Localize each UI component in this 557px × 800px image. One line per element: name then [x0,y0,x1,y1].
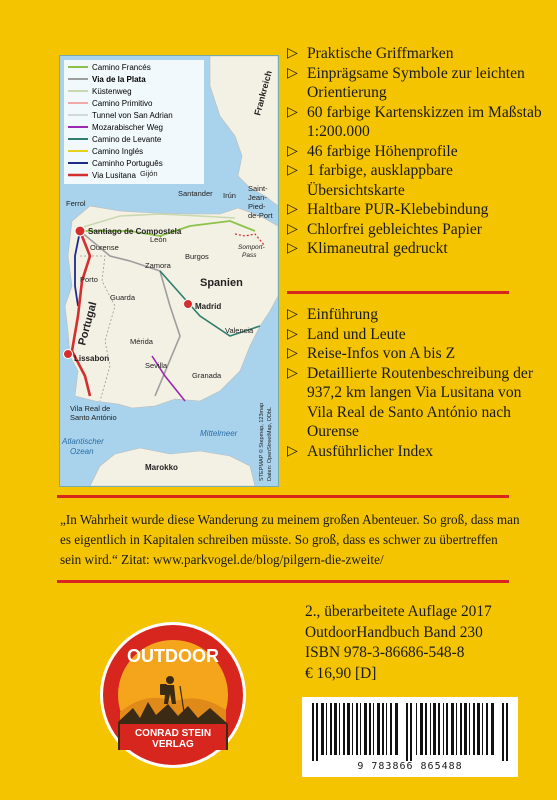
badge-publisher-2: VERLAG [152,739,194,750]
triangle-bullet-icon: ▷ [287,241,298,256]
badge-publisher-1: CONRAD STEIN [134,728,212,739]
feature-item [287,64,549,103]
label-saint-jean-4: de-Port [248,211,273,220]
legend-label: Mozarabischer Weg [92,123,163,132]
feature-text: Haltbare PUR-Klebebindung [307,201,489,218]
route-map-svg [60,56,278,486]
quote-link: www.parkvogel.de/blog/pilgern-die-zweite/ [153,552,384,567]
label-vila-real-1: Vila Real de [70,404,111,413]
separator-quote-top [57,495,509,498]
separator-quote-bottom [57,580,509,583]
triangle-bullet-icon: ▷ [287,221,298,237]
label-spanien: Spanien [200,277,243,289]
contents-text: Reise-Infos von A bis Z [307,345,456,362]
triangle-bullet-icon: ▷ [287,143,298,159]
feature-text: Chlorfrei gebleichtes Papier [307,220,482,238]
barcode-digits: 9 783866 865488 [357,761,463,772]
contents-item [287,364,549,442]
legend-label: Caminho Português [92,159,163,168]
marker-santiago [75,226,85,236]
legend-label: Küstenweg [92,87,132,96]
edition-line: 2., überarbeitete Auflage 2017 [305,603,492,620]
label-sevilla: Sevilla [145,361,168,370]
triangle-bullet-icon: ▷ [287,46,298,61]
label-mittelmeer: Mittelmeer [200,429,238,438]
label-portugal: Portugal [76,300,100,347]
features-list-b [287,305,549,461]
label-ferrol: Ferrol [66,199,86,208]
label-somport-1: Somport- [238,244,265,251]
label-valencia: Valencia [225,326,254,335]
feature-text: 46 farbige Höhenprofile [307,142,458,160]
contents-text: Detaillierte Routenbeschreibung der 937,2 km langen Via Lusitana von Vila Real de Santo António nach Ourense [307,364,534,440]
isbn-line: ISBN 978-3-86686-548-8 [305,644,465,661]
legend-label: Camino de Levante [92,135,162,144]
route-map [59,55,279,487]
label-ourense: Ourense [90,243,119,252]
legend-label: Camino Inglés [92,147,144,156]
label-granada: Granada [192,371,222,380]
separator-features [287,291,509,294]
marker-madrid [184,300,193,309]
triangle-bullet-icon: ▷ [287,307,298,322]
map-credit-2: Daten: OpenStreetMap, ODbL [267,407,273,481]
price-line: € 16,90 [D] [305,664,377,682]
contents-item [287,344,549,364]
label-saint-jean-1: Saint- [248,184,268,193]
map-credit-1: STEPMAP © Stepmap, 123map [259,402,265,481]
triangle-bullet-icon: ▷ [287,443,298,459]
label-guarda: Guarda [110,293,136,302]
label-atlantik-2: Ozean [70,447,94,456]
feature-item [287,220,549,240]
triangle-bullet-icon: ▷ [287,65,298,81]
label-merida: Mérida [130,337,153,346]
feature-item [287,44,549,64]
label-frankreich: Frankreich [252,69,274,117]
series-line: OutdoorHandbuch Band 230 [305,623,483,641]
triangle-bullet-icon: ▷ [287,104,298,120]
label-lissabon: Lissabon [74,354,110,363]
feature-item [287,103,549,142]
legend-label: Tunnel von San Adrian [92,111,173,120]
feature-item [287,142,549,162]
label-burgos: Burgos [185,252,209,261]
contents-text: Einführung [307,306,379,323]
marker-lissabon [64,350,73,359]
triangle-bullet-icon: ▷ [287,365,298,381]
legend-label: Camino Francés [92,63,151,72]
label-saint-jean-2: Jean- [248,193,267,202]
triangle-bullet-icon: ▷ [287,163,298,178]
legend-label: Camino Primitivo [92,99,153,108]
outdoor-badge-logo [98,620,248,770]
feature-text: 1 farbige, ausklappbare Übersichtskarte [307,162,453,199]
quote-text: „In Wahrheit wurde diese Wanderung zu meinem großen Abenteuer. So groß, dass man es eigentlich in Kapitalen schreiben müsste. So groß, dass es schwer zu übertreffen sein wird.“ Zitat: [60,512,520,567]
contents-text: Ausführlicher Index [307,442,434,460]
label-madrid: Madrid [195,302,222,311]
feature-item [287,239,549,259]
contents-text: Land und Leute [307,325,406,343]
label-porto: Porto [80,275,98,284]
contents-item [287,305,549,325]
label-somport-2: Pass [242,252,257,259]
label-gijon: Gijón [140,169,158,178]
badge-title: OUTDOOR [127,646,219,666]
triangle-bullet-icon: ▷ [287,202,298,217]
contents-item [287,442,549,462]
label-irun: Irún [223,191,236,200]
features-list-a [287,44,549,259]
label-atlantik-1: Atlantischer [62,437,104,446]
label-zamora: Zamora [145,261,171,270]
label-saint-jean-3: Pied- [248,202,266,211]
reader-quote [60,510,520,570]
isbn-barcode [302,697,518,777]
feature-text: Praktische Griffmarken [307,45,454,62]
contents-item [287,325,549,345]
triangle-bullet-icon: ▷ [287,346,298,361]
label-marokko: Marokko [145,463,178,472]
barcode-bars [312,703,508,761]
label-santander: Santander [178,189,213,198]
feature-text: 60 farbige Kartenskizzen im Maßstab 1:200.000 [307,103,542,140]
label-leon: León [150,235,167,244]
feature-text: Einprägsame Symbole zur leichten Orientierung [307,64,525,101]
legend-label: Via Lusitana [92,171,136,180]
label-vila-real-2: Santo António [70,413,117,422]
feature-text: Klimaneutral gedruckt [307,240,448,257]
feature-item [287,161,549,200]
triangle-bullet-icon: ▷ [287,326,298,342]
legend-label: Via de la Plata [92,75,146,84]
label-santiago: Santiago de Compostela [88,227,182,236]
edition-info [305,602,535,684]
feature-item [287,200,549,220]
